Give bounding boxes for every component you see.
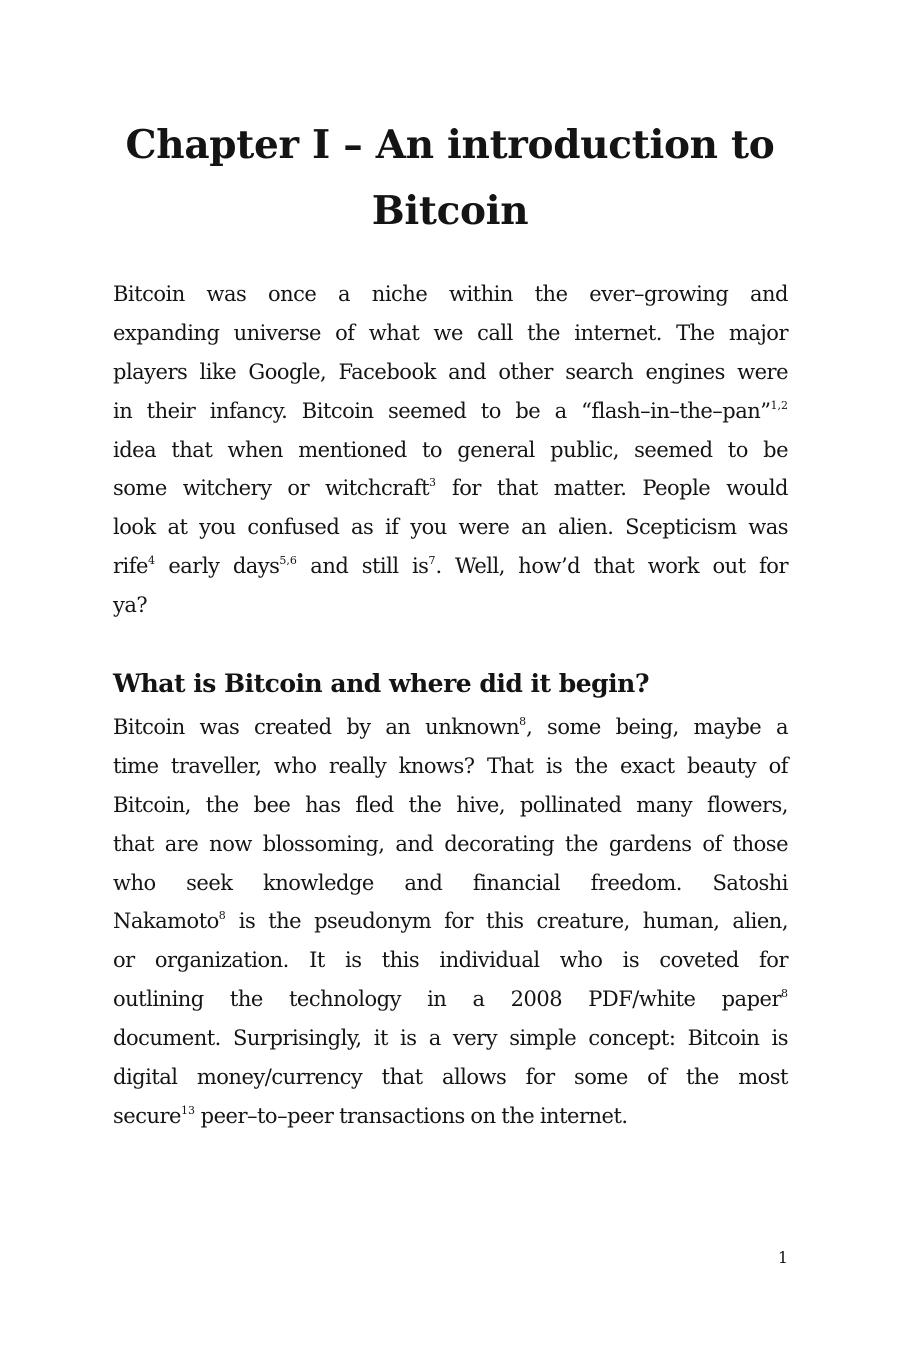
section-line	[113, 980, 788, 1019]
footnote-ref: 8	[218, 909, 226, 923]
intro-line: ya?	[113, 593, 148, 618]
footnote-ref: 13	[180, 1103, 195, 1117]
section-text: peer–to–peer transactions on the internet.	[194, 1103, 628, 1128]
footnote-ref: 4	[147, 554, 155, 568]
section-heading: What is Bitcoin and where did it begin?	[113, 669, 649, 698]
intro-text: in their infancy. Bitcoin seemed to be a “flash–in–the–pan”	[113, 398, 771, 423]
section-text: secure	[113, 1103, 181, 1128]
section-text: , some being, maybe a	[526, 715, 788, 739]
section-line: time traveller, who really knows? That is the exact beauty of	[113, 753, 788, 778]
chapter-title-line-1: Chapter I – An introduction to	[125, 122, 775, 168]
intro-line	[113, 469, 788, 508]
section-line: digital money/currency that allows for some of the most	[113, 1065, 788, 1090]
section-line: Bitcoin, the bee has fled the hive, pollinated many flowers,	[113, 792, 788, 817]
intro-line	[113, 547, 788, 586]
footnote-ref: 5,6	[279, 554, 297, 568]
section-text: outlining the technology in a 2008 PDF/white paper	[113, 987, 781, 1012]
intro-line: idea that when mentioned to general public, seemed to be	[113, 437, 788, 462]
intro-text: . Well, how’d that work out for	[435, 554, 788, 579]
chapter-title	[100, 112, 800, 244]
intro-line: look at you confused as if you were an alien. Scepticism was	[113, 515, 788, 540]
intro-paragraph	[113, 275, 788, 625]
section-line	[113, 708, 788, 747]
intro-line: Bitcoin was once a niche within the ever–growing and	[113, 282, 788, 306]
section-text: Nakamoto	[113, 909, 219, 934]
section-line: who seek knowledge and financial freedom. Satoshi	[113, 870, 788, 895]
footnote-ref: 3	[429, 476, 437, 490]
intro-line	[113, 392, 788, 431]
footnote-ref: 1,2	[770, 398, 788, 412]
intro-text: and still is	[296, 554, 429, 579]
intro-text: early days	[154, 554, 280, 579]
footnote-ref: 8	[781, 987, 788, 1001]
intro-line: players like Google, Facebook and other search engines were	[113, 359, 788, 384]
intro-line: expanding universe of what we call the internet. The major	[113, 320, 788, 345]
section-line: that are now blossoming, and decorating the gardens of those	[113, 831, 788, 856]
intro-text: some witchery or witchcraft	[113, 476, 430, 501]
section-text: is the pseudonym for this creature, human, alien,	[225, 909, 788, 934]
page-number: 1	[777, 1248, 788, 1267]
chapter-title-line-2: Bitcoin	[371, 188, 529, 234]
section-line	[113, 902, 788, 941]
intro-text: for that matter. People would	[436, 476, 789, 501]
section-line: or organization. It is this individual who is coveted for	[113, 948, 788, 973]
footnote-ref: 7	[428, 554, 436, 568]
section-line	[113, 1097, 788, 1136]
section-paragraph	[113, 708, 788, 1136]
footnote-ref: 8	[519, 715, 527, 728]
section-line: document. Surprisingly, it is a very simple concept: Bitcoin is	[113, 1026, 788, 1051]
intro-text: rife	[113, 554, 148, 579]
section-text: Bitcoin was created by an unknown	[113, 715, 520, 739]
